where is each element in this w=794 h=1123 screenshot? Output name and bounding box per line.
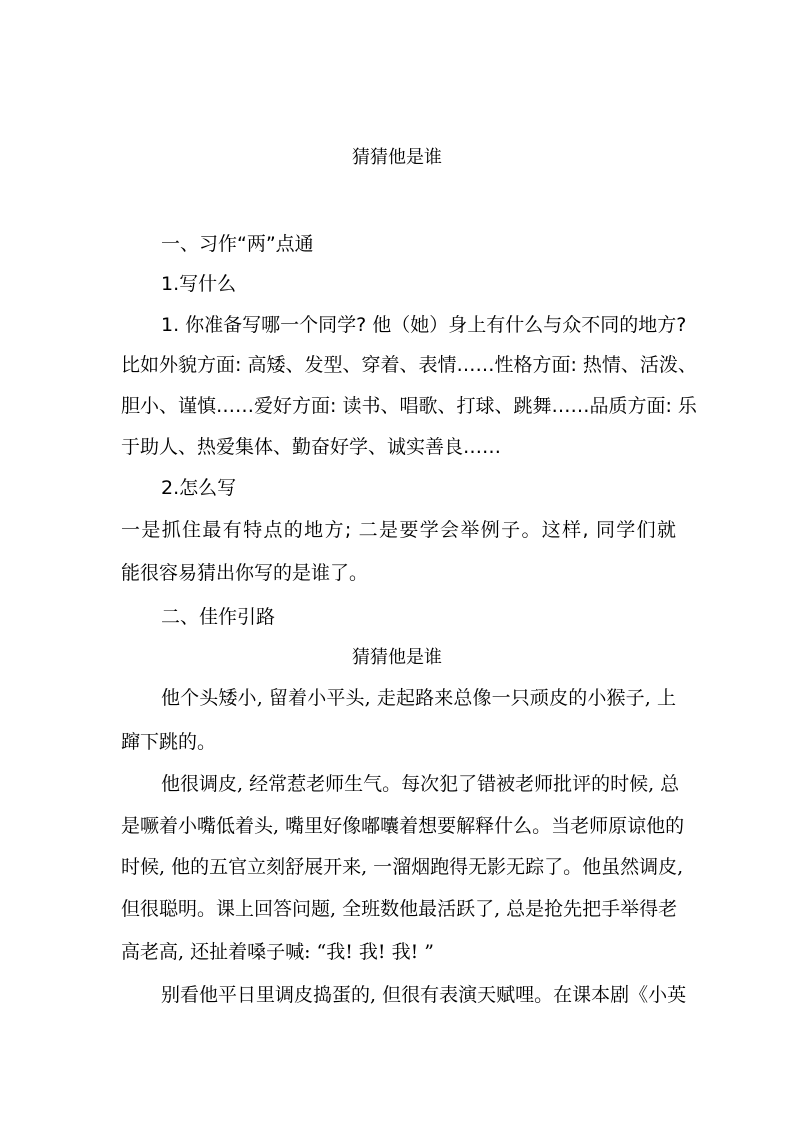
document-title: 猜猜他是谁 — [352, 147, 442, 168]
essay-line: 别看他平日里调皮捣蛋的, 但很有表演天赋哩。在课本剧《小英 — [161, 984, 687, 1006]
section-heading-2: 二、佳作引路 — [161, 606, 276, 628]
essay-line: 高老高, 还扯着嗓子喊: “我! 我! 我! ” — [121, 941, 434, 963]
sub-heading-what-to-write: 1.写什么 — [161, 273, 237, 295]
essay-title: 猜猜他是谁 — [352, 647, 442, 668]
paragraph-line: 胆小、谨慎……爱好方面: 读书、唱歌、打球、跳舞……品质方面: 乐 — [121, 395, 697, 417]
essay-line: 他很调皮, 经常惹老师生气。每次犯了错被老师批评的时候, 总 — [161, 773, 680, 795]
paragraph-line: 于助人、热爱集体、勤奋好学、诚实善良…… — [121, 436, 502, 458]
paragraph-line: 比如外貌方面: 高矮、发型、穿着、表情……性格方面: 热情、活泼、 — [121, 354, 697, 376]
essay-line: 但很聪明。课上回答问题, 全班数他最活跃了, 总是抢先把手举得老 — [121, 898, 678, 920]
essay-line: 蹿下跳的。 — [121, 731, 217, 753]
essay-line: 时候, 他的五官立刻舒展开来, 一溜烟跑得无影无踪了。他虽然调皮, — [121, 856, 684, 878]
section-heading-1: 一、习作“两”点通 — [161, 233, 314, 255]
paragraph-line: 一是抓住最有特点的地方; 二是要学会举例子。这样, 同学们就 — [121, 519, 676, 541]
paragraph-line: 能很容易猜出你写的是谁了。 — [121, 562, 369, 584]
paragraph-line: 1. 你准备写哪一个同学? 他（她）身上有什么与众不同的地方? — [161, 314, 687, 336]
sub-heading-how-to-write: 2.怎么写 — [161, 477, 237, 499]
essay-line: 他个头矮小, 留着小平头, 走起路来总像一只顽皮的小猴子, 上 — [161, 687, 676, 709]
essay-line: 是噘着小嘴低着头, 嘴里好像嘟囔着想要解释什么。当老师原谅他的 — [121, 815, 685, 837]
